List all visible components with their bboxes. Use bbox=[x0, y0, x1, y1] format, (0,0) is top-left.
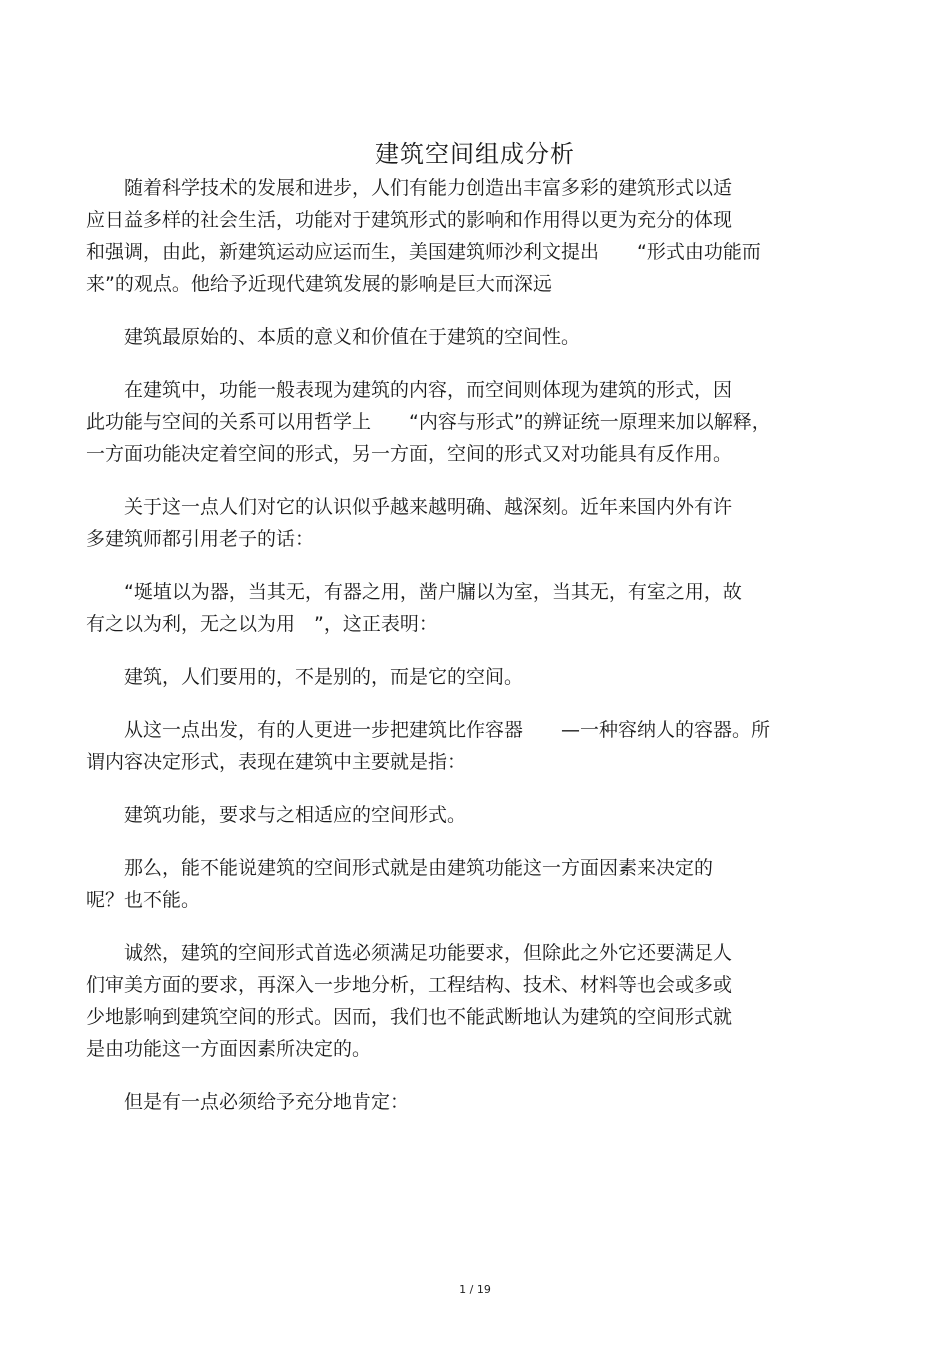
paragraph-line: 和强调，由此，新建筑运动应运而生，美国建筑师沙利文提出 “形式由功能而 bbox=[86, 241, 761, 263]
paragraph-line: 诚然，建筑的空间形式首选必须满足功能要求，但除此之外它还要满足人 bbox=[86, 942, 733, 964]
paragraph bbox=[86, 852, 846, 916]
paragraph-line: 有之以为利，无之以为用 ”，这正表明： bbox=[86, 613, 438, 635]
paragraph bbox=[86, 1086, 846, 1118]
paragraph-line: 关于这一点人们对它的认识似乎越来越明确、越深刻。近年来国内外有许 bbox=[86, 496, 733, 518]
paragraph bbox=[86, 321, 846, 353]
document-body bbox=[86, 172, 846, 1139]
paragraph bbox=[86, 714, 846, 778]
paragraph-line: 少地影响到建筑空间的形式。因而，我们也不能武断地认为建筑的空间形式就 bbox=[86, 1006, 733, 1028]
paragraph-line: 多建筑师都引用老子的话： bbox=[86, 528, 315, 550]
paragraph-line: “埏埴以为器，当其无，有器之用，凿户牖以为室，当其无，有室之用，故 bbox=[86, 581, 742, 603]
paragraph-line: 随着科学技术的发展和进步，人们有能力创造出丰富多彩的建筑形式以适 bbox=[86, 177, 733, 199]
paragraph-line: 在建筑中，功能一般表现为建筑的内容，而空间则体现为建筑的形式，因 bbox=[86, 379, 733, 401]
paragraph-line: 此功能与空间的关系可以用哲学上 “内容与形式”的辨证统一原理来加以解释， bbox=[86, 411, 771, 433]
paragraph bbox=[86, 374, 846, 470]
paragraph-line: 那么，能不能说建筑的空间形式就是由建筑功能这一方面因素来决定的 bbox=[86, 857, 714, 879]
paragraph bbox=[86, 576, 846, 640]
paragraph-line: 呢？也不能。 bbox=[86, 889, 201, 911]
paragraph-line: 建筑功能，要求与之相适应的空间形式。 bbox=[86, 804, 467, 826]
paragraph bbox=[86, 491, 846, 555]
paragraph-line: 建筑，人们要用的，不是别的，而是它的空间。 bbox=[86, 666, 524, 688]
paragraph bbox=[86, 799, 846, 831]
paragraph-line: 建筑最原始的、本质的意义和价值在于建筑的空间性。 bbox=[86, 326, 581, 348]
paragraph-line: 谓内容决定形式，表现在建筑中主要就是指： bbox=[86, 751, 467, 773]
document-title: 建筑空间组成分析 bbox=[375, 140, 575, 169]
paragraph-line: 们审美方面的要求，再深入一步地分析，工程结构、技术、材料等也会或多或 bbox=[86, 974, 733, 996]
paragraph-line: 来”的观点。他给予近现代建筑发展的影响是巨大而深远 bbox=[86, 273, 552, 295]
paragraph-line: 应日益多样的社会生活，功能对于建筑形式的影响和作用得以更为充分的体现 bbox=[86, 209, 733, 231]
page-number: 1 / 19 bbox=[459, 1283, 491, 1296]
paragraph bbox=[86, 172, 846, 300]
paragraph-line: 一方面功能决定着空间的形式，另一方面，空间的形式又对功能具有反作用。 bbox=[86, 443, 733, 465]
paragraph bbox=[86, 661, 846, 693]
paragraph-line: 从这一点出发，有的人更进一步把建筑比作容器 —一种容纳人的容器。所 bbox=[86, 719, 771, 741]
paragraph-line: 但是有一点必须给予充分地肯定： bbox=[86, 1091, 410, 1113]
paragraph bbox=[86, 937, 846, 1065]
paragraph-line: 是由功能这一方面因素所决定的。 bbox=[86, 1038, 372, 1060]
